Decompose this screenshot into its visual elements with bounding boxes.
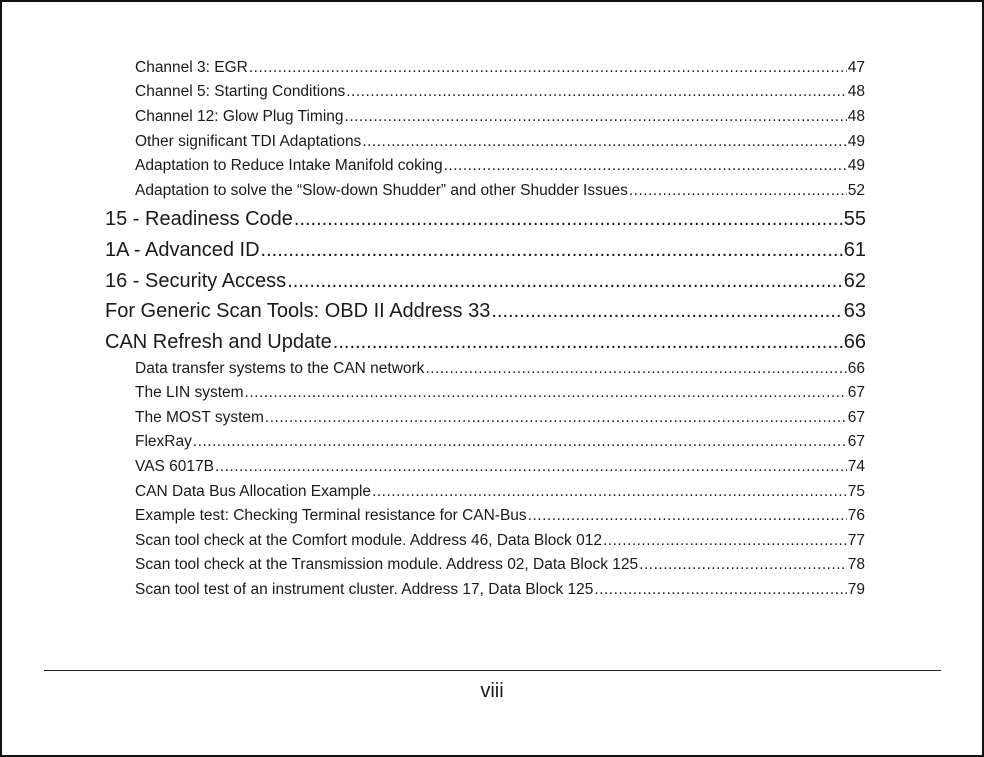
toc-entry-page: 47 [847, 59, 865, 76]
toc-leader-dots [287, 270, 843, 293]
toc-entry-page: 74 [847, 458, 865, 475]
page-number: viii [480, 680, 504, 702]
toc-leader-dots [629, 182, 847, 200]
toc-entry-page: 62 [843, 270, 866, 292]
toc-entry [135, 483, 865, 505]
toc-entry [135, 581, 865, 603]
toc-leader-dots [346, 83, 847, 101]
toc-leader-dots [594, 581, 846, 599]
toc-entry-page: 66 [843, 331, 866, 353]
toc-leader-dots [294, 208, 843, 231]
toc-entry-page: 67 [847, 409, 865, 426]
toc-entry [135, 83, 865, 105]
toc-entry [135, 108, 865, 130]
toc-leader-dots [372, 483, 847, 501]
toc-entry-page: 67 [847, 384, 865, 401]
toc-leader-dots [528, 507, 847, 525]
toc-entry-title: Adaptation to solve the “Slow-down Shudder” and other Shudder Issues [135, 182, 628, 199]
toc-entry-title: FlexRay [135, 433, 192, 450]
toc-chapter-entry [105, 331, 866, 359]
toc-entry [135, 458, 865, 480]
toc-entry-title: CAN Refresh and Update [105, 331, 332, 353]
toc-entry-title: Scan tool check at the Comfort module. Address 46, Data Block 012 [135, 532, 602, 549]
toc-leader-dots [491, 300, 842, 323]
toc-leader-dots [265, 409, 847, 427]
toc-entry-page: 66 [847, 360, 865, 377]
toc-entry [135, 133, 865, 155]
toc-entry-title: Channel 3: EGR [135, 59, 248, 76]
toc-chapter-entry [105, 300, 866, 328]
toc-entry-page: 79 [847, 581, 865, 598]
toc-entry [135, 59, 865, 81]
toc-entry-title: 15 - Readiness Code [105, 208, 293, 230]
toc-entry [135, 433, 865, 455]
toc-entry-title: Channel 12: Glow Plug Timing [135, 108, 344, 125]
toc-leader-dots [249, 59, 847, 77]
toc-entry-page: 52 [847, 182, 865, 199]
toc-entry [135, 532, 865, 554]
toc-entry [135, 182, 865, 204]
toc-entry [135, 384, 865, 406]
toc-entry-title: For Generic Scan Tools: OBD II Address 33 [105, 300, 491, 322]
toc-entry-page: 63 [843, 300, 866, 322]
toc-entry [135, 360, 865, 382]
toc-entry-page: 67 [847, 433, 865, 450]
toc-leader-dots [261, 239, 843, 262]
toc-entry-page: 49 [847, 157, 865, 174]
toc-entry-title: Scan tool test of an instrument cluster. Address 17, Data Block 125 [135, 581, 594, 598]
toc-entry-title: Data transfer systems to the CAN network [135, 360, 425, 377]
toc-leader-dots [425, 360, 846, 378]
toc-entry-title: The MOST system [135, 409, 264, 426]
toc-entry [135, 507, 865, 529]
toc-entry-page: 55 [843, 208, 866, 230]
toc-chapter-entry [105, 270, 866, 298]
toc-entry-title: VAS 6017B [135, 458, 214, 475]
toc-leader-dots [193, 433, 847, 451]
toc-leader-dots [603, 532, 847, 550]
toc-entry-title: Example test: Checking Terminal resistance for CAN-Bus [135, 507, 527, 524]
toc-leader-dots [215, 458, 847, 476]
toc-leader-dots [333, 331, 843, 354]
toc-entry-title: Channel 5: Starting Conditions [135, 83, 346, 100]
toc-entry-page: 49 [847, 133, 865, 150]
toc-entry [135, 157, 865, 179]
toc-entry-title: 1A - Advanced ID [105, 239, 260, 261]
toc-entry-title: Scan tool check at the Transmission module. Address 02, Data Block 125 [135, 556, 639, 573]
toc-chapter-entry [105, 208, 866, 236]
footer-divider [44, 670, 941, 671]
toc-leader-dots [444, 157, 847, 175]
toc-entry-title: Other significant TDI Adaptations [135, 133, 362, 150]
toc-leader-dots [362, 133, 846, 151]
toc-entry-title: CAN Data Bus Allocation Example [135, 483, 372, 500]
toc-entry-page: 76 [847, 507, 865, 524]
toc-leader-dots [345, 108, 847, 126]
toc-entry [135, 556, 865, 578]
toc-entry-page: 77 [847, 532, 865, 549]
toc-entry [135, 409, 865, 431]
toc-chapter-entry [105, 239, 866, 267]
toc-entry-title: The LIN system [135, 384, 244, 401]
toc-entry-title: 16 - Security Access [105, 270, 287, 292]
toc-entry-page: 61 [843, 239, 866, 261]
toc-leader-dots [639, 556, 847, 574]
toc-entry-page: 75 [847, 483, 865, 500]
toc-entry-page: 48 [847, 83, 865, 100]
toc-entry-page: 48 [847, 108, 865, 125]
toc-leader-dots [245, 384, 847, 402]
toc-entry-title: Adaptation to Reduce Intake Manifold coking [135, 157, 443, 174]
toc-entry-page: 78 [847, 556, 865, 573]
